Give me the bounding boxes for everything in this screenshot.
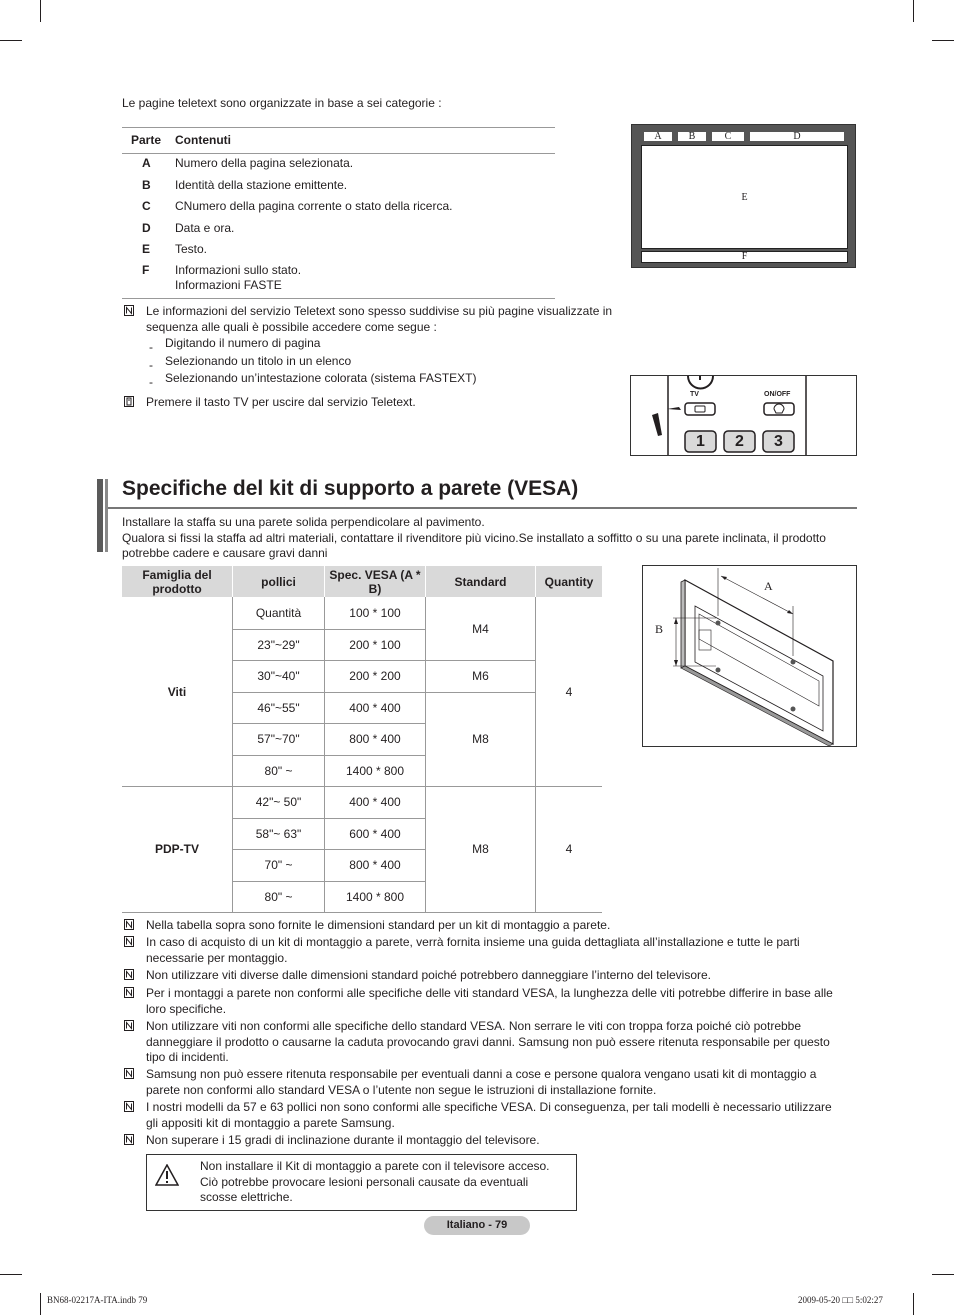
row-key: B bbox=[142, 178, 151, 192]
crop-mark bbox=[40, 0, 41, 22]
warning-box bbox=[146, 1154, 577, 1211]
inch-cell: 46"~55" bbox=[257, 700, 300, 715]
vesa-note bbox=[146, 1067, 816, 1098]
teletext-screen-figure bbox=[631, 124, 856, 268]
crop-mark bbox=[0, 1274, 22, 1275]
page-number-label: Italiano - 79 bbox=[424, 1216, 530, 1235]
spec-cell: 600 * 400 bbox=[349, 826, 401, 841]
note-icon bbox=[124, 1101, 134, 1112]
inch-cell: 23"~29" bbox=[257, 637, 300, 652]
footer-file: BN68-02217A-ITA.indb 79 bbox=[47, 1295, 148, 1305]
note-line: Nella tabella sopra sono fornite le dimensioni standard per un kit di montaggio a parete. bbox=[146, 918, 611, 932]
crop-mark bbox=[0, 40, 22, 41]
section-rule bbox=[108, 507, 857, 509]
header-quantity: Quantity bbox=[536, 566, 602, 597]
section-bar bbox=[97, 479, 103, 552]
row-value: Identità della stazione emittente. bbox=[175, 178, 348, 192]
row-value: Informazioni FASTE bbox=[175, 278, 282, 292]
note-line: Non utilizzare viti diverse dalle dimensioni standard poiché potrebbero danneggiare l’interno del televisore. bbox=[146, 968, 711, 982]
standard-cell: M8 bbox=[472, 732, 489, 746]
note-icon bbox=[124, 987, 134, 998]
onoff-button-label: ON/OFF bbox=[764, 391, 791, 398]
note-line: parete non conformi allo standard VESA o l’utente non segue le istruzioni di installazione fornite. bbox=[146, 1082, 657, 1097]
note-icon bbox=[124, 1020, 134, 1031]
note-icon bbox=[124, 1134, 134, 1145]
warning-text bbox=[200, 1159, 550, 1206]
crop-mark bbox=[913, 0, 914, 22]
dimension-b-label: B bbox=[655, 622, 664, 636]
note-line: Non superare i 15 gradi di inclinazione durante il montaggio del televisore. bbox=[146, 1133, 540, 1147]
quantity-cell: 4 bbox=[565, 842, 573, 856]
spec-cell: 400 * 400 bbox=[349, 700, 401, 715]
header-content: Contenuti bbox=[175, 133, 231, 147]
note-line: necessarie per montaggio. bbox=[146, 950, 288, 965]
label-d: D bbox=[750, 132, 844, 141]
row-key: E bbox=[142, 242, 151, 256]
bullet-dash: - bbox=[149, 340, 153, 354]
spec-cell: 800 * 400 bbox=[349, 732, 401, 746]
inch-cell: 30"~40" bbox=[257, 669, 300, 683]
note-line: In caso di acquisto di un kit di montaggio a parete, verrà fornita insieme una guida dettagliata all’installazione e tutte le parti bbox=[146, 935, 800, 949]
warning-line: scosse elettriche. bbox=[200, 1190, 293, 1204]
standard-cell: M8 bbox=[472, 842, 489, 856]
row-value: Testo. bbox=[175, 242, 208, 256]
inch-cell: 70" ~ bbox=[264, 858, 293, 872]
section-body bbox=[122, 515, 862, 562]
crop-mark bbox=[932, 40, 954, 41]
row-key: C bbox=[142, 199, 151, 213]
teletext-parts-table bbox=[122, 127, 555, 299]
vesa-note bbox=[146, 968, 711, 984]
tv-button-label: TV bbox=[690, 391, 699, 398]
inch-cell: Quantità bbox=[255, 606, 302, 620]
label-e: E bbox=[741, 192, 748, 203]
warning-icon bbox=[155, 1164, 179, 1186]
vesa-note bbox=[146, 1133, 540, 1149]
row-value: Data e ora. bbox=[175, 221, 235, 235]
table-rule bbox=[122, 912, 602, 913]
table-row bbox=[122, 261, 555, 299]
key-1: 1 bbox=[696, 433, 705, 450]
spec-cell: 1400 * 800 bbox=[345, 763, 405, 778]
table-row bbox=[122, 197, 555, 219]
wall-mount-figure bbox=[642, 565, 857, 747]
vesa-note bbox=[146, 1019, 830, 1066]
warning-line: Ciò potrebbe provocare lesioni personali causate da eventuali bbox=[200, 1174, 529, 1189]
label-b: B bbox=[678, 132, 706, 141]
note-line: sequenza alle quali è possibile accedere come segue : bbox=[146, 319, 437, 334]
footer-timestamp: 2009-05-20 □□ 5:02:27 bbox=[798, 1295, 883, 1305]
table-row bbox=[122, 240, 555, 261]
remote-control-figure bbox=[630, 375, 857, 456]
note-icon bbox=[124, 936, 134, 947]
standard-cell: M4 bbox=[472, 621, 489, 636]
bullet-item: Digitando il numero di pagina bbox=[165, 336, 321, 350]
header-inch: pollici bbox=[233, 566, 324, 597]
key-3: 3 bbox=[774, 433, 783, 450]
vesa-note bbox=[146, 918, 610, 934]
row-value: Informazioni sullo stato. bbox=[175, 263, 302, 277]
row-value: Numero della pagina selezionata. bbox=[175, 156, 354, 170]
note-line: Samsung non può essere ritenuta responsabile per eventuali danni a cose e persone qualora vengano usati kit di montaggio a bbox=[146, 1067, 817, 1081]
section-bar bbox=[105, 479, 108, 552]
bullet-item: Selezionando un’intestazione colorata (sistema FASTEXT) bbox=[165, 371, 477, 385]
tv-back-illustration bbox=[643, 566, 856, 746]
vesa-note bbox=[146, 1100, 832, 1131]
dimension-a-label: A bbox=[764, 579, 773, 593]
spec-cell: 800 * 400 bbox=[349, 858, 401, 872]
remote-note-icon bbox=[124, 396, 134, 407]
inch-cell: 80" ~ bbox=[264, 763, 293, 778]
standard-cell: M6 bbox=[472, 669, 489, 683]
intro-text: Le pagine teletext sono organizzate in base a sei categorie : bbox=[122, 96, 442, 110]
teletext-note-text bbox=[146, 304, 612, 335]
body-line: Installare la staffa su una parete solida perpendicolare al pavimento. bbox=[122, 515, 485, 529]
inch-cell: 80" ~ bbox=[264, 889, 293, 904]
bullet-dash: - bbox=[149, 375, 153, 389]
section-title: Specifiche del kit di supporto a parete (VESA) bbox=[122, 477, 579, 500]
note-icon bbox=[124, 305, 134, 316]
body-line: Qualora si fissi la staffa ad altri materiali, contattare il rivenditore più vicino.Se installato a soffitto o su una parete inclinata, il prodotto bbox=[122, 530, 826, 545]
header-standard: Standard bbox=[426, 566, 535, 597]
table-header bbox=[122, 127, 555, 154]
teletext-exit-note: Premere il tasto TV per uscire dal servizio Teletext. bbox=[146, 395, 416, 409]
note-line: Non utilizzare viti non conformi alle specifiche dello standard VESA. Non serrare le viti con troppa forza poiché ciò potrebbe bbox=[146, 1019, 802, 1033]
spec-cell: 1400 * 800 bbox=[345, 889, 405, 904]
row-key: F bbox=[142, 263, 150, 277]
teletext-text-area bbox=[641, 145, 848, 249]
label-c: C bbox=[712, 132, 744, 141]
note-line: tipo di incidenti. bbox=[146, 1050, 229, 1064]
spec-cell: 400 * 400 bbox=[349, 795, 401, 809]
bullet-dash: - bbox=[149, 358, 153, 372]
crop-mark bbox=[40, 1293, 41, 1315]
table-row bbox=[122, 219, 555, 240]
note-line: I nostri modelli da 57 e 63 pollici non sono conformi alle specifiche VESA. Di conseguenza, per tali modelli è necessario utilizzare bbox=[146, 1100, 832, 1114]
row-key: A bbox=[142, 156, 151, 170]
inch-cell: 42"~ 50" bbox=[255, 795, 302, 809]
header-part: Parte bbox=[131, 133, 162, 147]
note-icon bbox=[124, 969, 134, 980]
table-row bbox=[122, 176, 555, 197]
family-cell: PDP-TV bbox=[154, 842, 199, 856]
spec-cell: 200 * 100 bbox=[349, 637, 401, 652]
family-cell: Viti bbox=[167, 684, 187, 699]
note-line: loro specifiche. bbox=[146, 1001, 227, 1016]
header-family: Famiglia del prodotto bbox=[122, 566, 232, 597]
note-line: gli appositi kit di montaggio a parete Samsung. bbox=[146, 1115, 395, 1130]
inch-cell: 57"~70" bbox=[257, 732, 300, 746]
crop-mark bbox=[913, 1293, 914, 1315]
vesa-note bbox=[146, 986, 833, 1017]
spec-cell: 200 * 200 bbox=[349, 669, 401, 683]
note-line: Le informazioni del servizio Teletext sono spesso suddivise su più pagine visualizzate in bbox=[146, 304, 613, 318]
note-line: Per i montaggi a parete non conformi alle specifiche delle viti standard VESA, la lunghezza delle viti potrebbe differire in base alle bbox=[146, 986, 833, 1000]
note-icon bbox=[124, 1068, 134, 1079]
body-line: potrebbe cadere e causare gravi danni bbox=[122, 546, 328, 560]
row-key: D bbox=[142, 221, 151, 235]
bullet-item: Selezionando un titolo in un elenco bbox=[165, 354, 352, 368]
spec-cell: 100 * 100 bbox=[349, 606, 401, 620]
table-row bbox=[122, 154, 555, 176]
inch-cell: 58"~ 63" bbox=[255, 826, 302, 841]
quantity-cell: 4 bbox=[565, 684, 573, 699]
label-f: F bbox=[641, 251, 848, 263]
vesa-note bbox=[146, 935, 800, 966]
note-line: danneggiare il prodotto o causarne la caduta provocando gravi danni. Samsung non può essere ritenuta responsabile per questo bbox=[146, 1034, 830, 1049]
warning-line: Non installare il Kit di montaggio a parete con il televisore acceso. bbox=[200, 1159, 550, 1173]
label-a: A bbox=[644, 132, 672, 141]
note-icon bbox=[124, 919, 134, 930]
crop-mark bbox=[932, 1274, 954, 1275]
row-value: CNumero della pagina corrente o stato della ricerca. bbox=[175, 199, 453, 213]
key-2: 2 bbox=[735, 433, 744, 450]
header-spec: Spec. VESA (A * B) bbox=[325, 566, 425, 597]
